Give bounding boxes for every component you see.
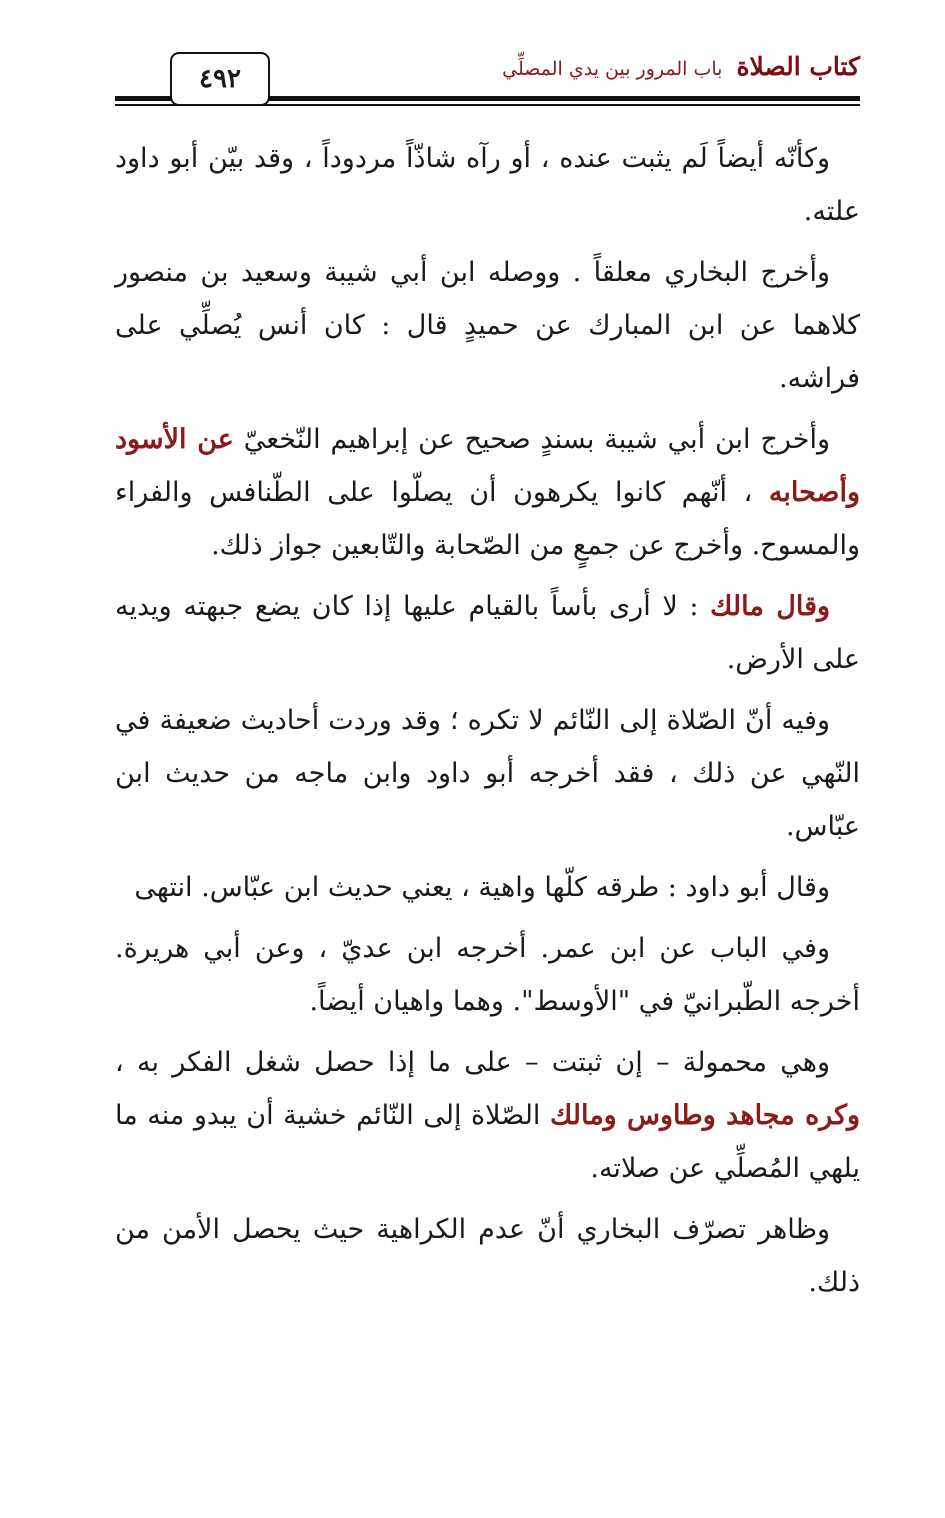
paragraph-4-text-b: : لا أرى بأساً بالقيام عليها إذا كان يضع جبهته ويديه على الأرض. (115, 591, 860, 675)
highlight-malik: وقال مالك (710, 591, 831, 622)
paragraph-3-text-a: وأخرج ابن أبي شيبة بسندٍ صحيح عن إبراهيم النّخعيّ (233, 424, 831, 455)
paragraph-6: وقال أبو داود : طرقه كلّها واهية ، يعني حديث ابن عبّاس. انتهى (134, 872, 830, 903)
paragraph-9: وظاهر تصرّف البخاري أنّ عدم الكراهية حيث يحصل الأمن من ذلك. (115, 1214, 860, 1298)
paragraph-1: وكأنّه أيضاً لَم يثبت عنده ، أو رآه شاذّاً مردوداً ، وقد بيّن أبو داود علته. (115, 143, 860, 227)
page-header (115, 40, 860, 112)
page-number: ٤٩٢ (199, 64, 241, 94)
page-body (115, 132, 860, 1317)
paragraph-8-text-c: الصّلاة إلى النّائم خشية أن يبدو منه ما يلهي المُصلِّي عن صلاته. (115, 1100, 860, 1184)
highlight-mujahid-tawus-malik: وكره مجاهد وطاوس ومالك (549, 1100, 861, 1131)
paragraph-5: وفيه أنّ الصّلاة إلى النّائم لا تكره ؛ وقد وردت أحاديث ضعيفة في النّهي عن ذلك ، فقد أخرجه أبو داود وابن ماجه من حديث ابن عبّاس. (115, 705, 860, 842)
chapter-title: باب المرور بين يدي المصلِّي (502, 58, 723, 80)
page-number-box (170, 52, 270, 106)
paragraph-8 (115, 1036, 860, 1195)
paragraph-2: وأخرج البخاري معلقاً . ووصله ابن أبي شيبة وسعيد بن منصور كلاهما عن ابن المبارك عن حميدٍ قال : كان أنس يُصلِّي على فراشه. (115, 257, 860, 394)
paragraph-8-text-a: وهي محمولة – إن ثبتت – على ما إذا حصل شغل الفكر به ، (115, 1047, 830, 1078)
paragraph-4 (115, 580, 860, 686)
paragraph-7: وفي الباب عن ابن عمر. أخرجه ابن عديّ ، وعن أبي هريرة. أخرجه الطّبرانيّ في "الأوسط". وهما واهيان أيضاً. (115, 933, 860, 1017)
highlight-al-aswad: عن الأسود وأصحابه (115, 424, 860, 508)
book-title: كتاب الصلاة (736, 52, 860, 81)
paragraph-3-text-c: ، أنّهم كانوا يكرهون أن يصلّوا على الطّنافس والفراء والمسوح. وأخرج عن جمعٍ من الصّحابة والتّابعين جواز ذلك. (115, 477, 860, 561)
paragraph-3 (115, 413, 860, 572)
running-title (502, 52, 860, 81)
